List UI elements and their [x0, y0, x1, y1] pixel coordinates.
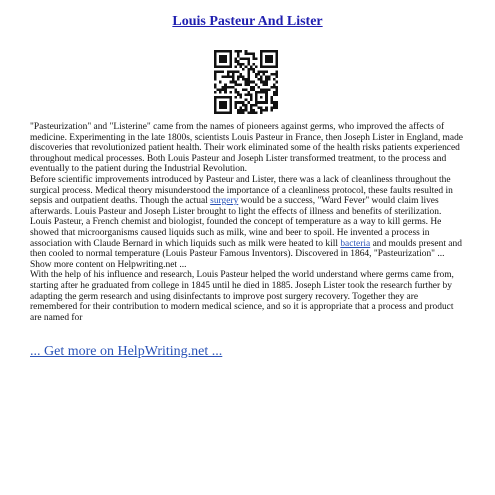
paragraph-surgery-text-start: Before scientific improvements introduced by Pasteur and Lister, there was a lack of cleanliness throughout the surgical process. Medical theory misunderstood the importance of a cleanliness protocol, these faults resulted in sepsis and outpatient deaths. Though the actual — [30, 174, 453, 207]
qr-code — [214, 50, 278, 114]
get-more-link-wrapper — [30, 343, 222, 360]
get-more-link[interactable]: ... Get more on HelpWriting.net ... — [30, 344, 223, 359]
article-body — [30, 122, 464, 323]
surgery-link[interactable]: surgery — [210, 196, 239, 207]
page-title — [0, 13, 495, 30]
paragraph-surgery — [30, 175, 464, 217]
paragraph-legacy: With the help of his influence and research, Louis Pasteur helped the world understand where germs came from, starting after he graduated from college in 1845 until he died in 1885. Joseph Lister took the research further by adapting the germ research and using disinfectants to improve post surgery recovery. Together they are remembered for their contribution to modern medical science, and so it is appropriate that a process and product are named for — [30, 270, 454, 323]
paragraph-pasteur-text-end: and moulds present and then cooled to normal temperature (Louis Pasteur Famous Inventors). Discovered in 1864, "Pasteurization" ... Show more content on Helpwriting.net ... — [30, 238, 462, 270]
qr-code-graphic — [214, 50, 278, 114]
paragraph-surgery-text-end: would be a success, "Ward Fever" would claim lives afterwards. Louis Pasteur and Joseph Lister brought to light the effects of illness and benefits of sterilization. — [30, 196, 442, 217]
bacteria-link[interactable]: bacteria — [340, 238, 371, 249]
paragraph-pasteur-text-start: Louis Pasteur, a French chemist and biologist, founded the concept of temperature as a way to kill germs. He showed that microorganisms caused liquids such as milk, wine and beer to spoil. He invented a process in association with Claude Bernard in which liquids such as milk were heated to kill — [30, 217, 442, 249]
paragraph-pasteur — [30, 217, 464, 270]
paragraph-intro: "Pasteurization" and "Listerine" came from the names of pioneers against germs, who improved the affects of medicine. Experimenting in the late 1800s, scientists Louis Pasteur in France, then Joseph Lister in England, made discoveries that revolutionized patient health. Their work eliminated some of the health risks patients experienced throughout medical processes. Both Louis Pasteur and Joseph Lister transformed treatment, to the process and eventually to the patient during the Industrial Revolution. — [30, 122, 463, 175]
title-link[interactable]: Louis Pasteur And Lister — [172, 14, 323, 29]
